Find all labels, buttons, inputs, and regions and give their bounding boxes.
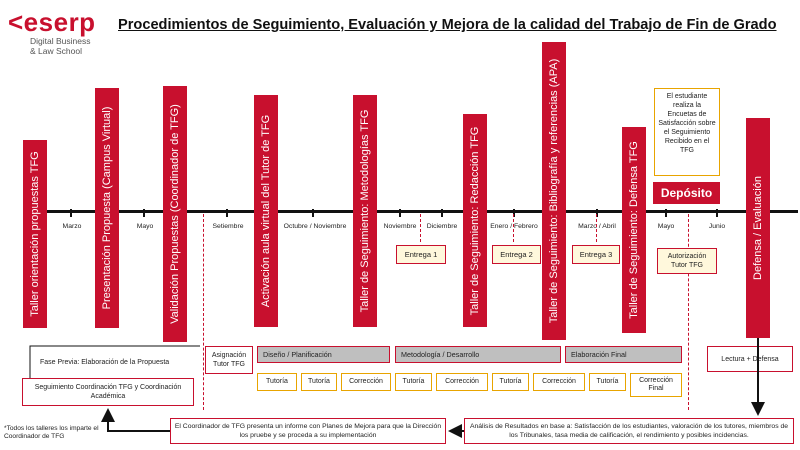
entrega-1-box: Entrega 1 [396,245,446,264]
session-correccion-final: Corrección Final [630,373,682,397]
encuesta-satisfaccion-box: El estudiante realiza la Encuetas de Satisfacción sobre el Seguimiento Recibido en el TFG [654,88,720,176]
arrow-coordinador-to-seguimiento [108,410,170,431]
seguimiento-coordinacion-box: Seguimiento Coordinación TFG y Coordinación Académica [22,378,194,406]
milestone-label: Taller orientación propuestas TFG [29,151,41,317]
month-label: Junio [708,223,726,230]
session-tutoria: Tutoría [301,373,337,391]
coordinador-informe-box: El Coordinador de TFG presenta un informe con Planes de Mejora para que la Dirección los pruebe y se proceda a su implementación [170,418,446,444]
phase-metodologia-desarrollo: Metodología / Desarrollo [395,346,561,363]
session-tutoria: Tutoría [395,373,432,391]
milestone-label: Defensa / Evaluación [752,176,764,280]
milestone-label: Validación Propuestas (Coordinador de TFG) [169,104,181,324]
fase-previa-label: Fase Previa: Elaboración de la Propuesta [40,359,170,366]
session-tutoria: Tutoría [589,373,626,391]
logo-subtitle-2: & Law School [30,46,82,56]
session-correccion: Corrección [341,373,391,391]
milestone-label: Taller de Seguimiento: Metodologías TFG [359,109,371,313]
entrega-3-box: Entrega 3 [572,245,620,264]
milestone-label: Taller de Seguimiento: Redacción TFG [469,126,481,315]
talleres-footnote: *Todos los talleres los imparte el Coordinador de TFG [4,425,99,440]
phase-diseno-planificacion: Diseño / Planificación [257,346,390,363]
phase-elaboracion-final: Elaboración Final [565,346,682,363]
milestone-label: Activación aula virtual del Tutor de TFG [260,114,272,308]
month-label: Setiembre [212,223,244,230]
asignacion-tutor-box: Asignación Tutor TFG [205,346,253,374]
milestone-label: Presentación Propuesta (Campus Virtual) [101,106,113,310]
session-correccion: Corrección [533,373,585,391]
autorizacion-tutor-box: Autorización Tutor TFG [657,248,717,274]
month-label: Diciembre [426,223,458,230]
milestone-label: Taller de Seguimiento: Bibliografía y referencias (APA) [548,58,560,324]
month-label: Mayo [136,223,154,230]
session-tutoria: Tutoría [492,373,529,391]
month-label: Noviembre [383,223,417,230]
entrega-2-box: Entrega 2 [492,245,541,264]
month-label: Marzo / Abril [578,223,616,230]
logo-subtitle-1: Digital Business [30,36,91,46]
page-title: Procedimientos de Seguimiento, Evaluación y Mejora de la calidad del Trabajo de Fin de Grado [118,17,777,33]
lectura-defensa-box: Lectura + Defensa [707,346,793,372]
month-label: Mayo [657,223,675,230]
deposito-badge: Depósito [653,182,720,204]
month-label: Marzo [62,223,82,230]
analisis-resultados-box: Análisis de Resultados en base a: Satisfacción de los estudiantes, valoración de los tutores, miembros de los Tribunales, tasa media de calificación, el rendimiento y posibles incidencias. [464,418,794,444]
fase-previa-bracket [30,346,200,378]
month-label: Octubre / Noviembre [283,223,347,230]
logo-wordmark: <eserp [8,7,96,37]
month-label: Enero / Febrero [490,223,538,230]
session-correccion: Corrección [436,373,488,391]
milestone-label: Taller de Seguimiento: Defensa TFG [628,141,640,319]
session-tutoria: Tutoría [257,373,297,391]
